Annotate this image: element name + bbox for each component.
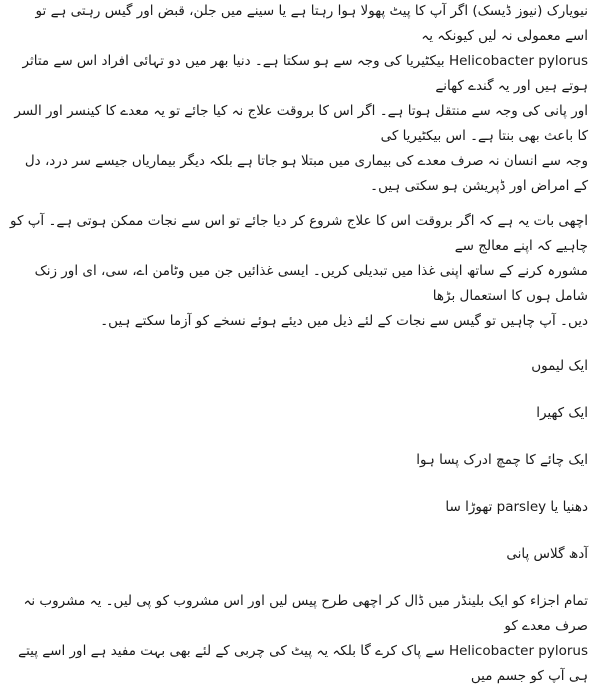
article-paragraph-advice [10,209,588,334]
paragraph-line: Helicobacter pylorus بیکٹیریا کی وجہ سے ہو سکتا ہے۔ دنیا بھر میں دو تہائی افراد اس سے متاثر ہوتے ہیں اور یہ گندے کھانے [22,53,588,94]
ingredient-parsley: دھنیا یا parsley تھوڑا سا [445,499,588,515]
paragraph-line: مشورہ کرنے کے ساتھ اپنی غذا میں تبدیلی کریں۔ ایسی غذائیں جن میں وٹامن اے، سی، ای اور زنک شامل ہوں کا استعمال بڑھا [34,263,588,304]
article-paragraph-intro [10,0,588,199]
ingredient-cucumber: ایک کھیرا [536,405,588,421]
recipe-ingredient-list [10,348,588,583]
paragraph-line: اور پانی کی وجہ سے منتقل ہوتا ہے۔ اگر اس کا بروقت علاج نہ کیا جائے تو یہ معدے کا کینسر اور السر کا باعث بھی بنتا ہے۔ اس بیکٹیریا کی [14,103,588,144]
paragraph-line: دیں۔ آپ چاہیں تو گیس سے نجات کے لئے ذیل میں دیئے ہوئے نسخے کو آزما سکتے ہیں۔ [100,313,588,329]
ingredient-water: آدھ گلاس پانی [506,546,588,562]
paragraph-line: نیویارک (نیوز ڈیسک) اگر آپ کا پیٹ پھولا ہوا رہتا ہے یا سینے میں جلن، قبض اور گیس رہتی ہے تو اسے معمولی نہ لیں کیونکہ یہ [35,3,588,44]
ingredient-ginger: ایک چائے کا چمچ ادرک پسا ہوا [416,452,588,468]
paragraph-line: وجہ سے انسان نہ صرف معدے کی بیماری میں مبتلا ہو جاتا ہے بلکہ دیگر بیماریاں جیسے سر درد، دل کے امراض اور ڈپریشن ہو سکتی ہیں۔ [24,153,588,194]
ingredient-lemon: ایک لیموں [531,358,588,374]
paragraph-line: Helicobacter pylorus سے پاک کرے گا بلکہ یہ پیٹ کی چربی کے لئے بھی بہت مفید ہے اور اسے پیتے ہی آپ کو جسم میں [18,643,588,684]
paragraph-line: اچھی بات یہ ہے کہ اگر بروقت اس کا علاج شروع کر دیا جائے تو اس سے نجات ممکن ہوتی ہے۔ آپ کو چاہیے کہ اپنے معالج سے [10,213,588,254]
paragraph-line: تمام اجزاء کو ایک بلینڈر میں ڈال کر اچھی طرح پیس لیں اور اس مشروب کو پی لیں۔ یہ مشروب نہ صرف معدے کو [23,593,588,634]
article-paragraph-instructions [10,589,588,689]
